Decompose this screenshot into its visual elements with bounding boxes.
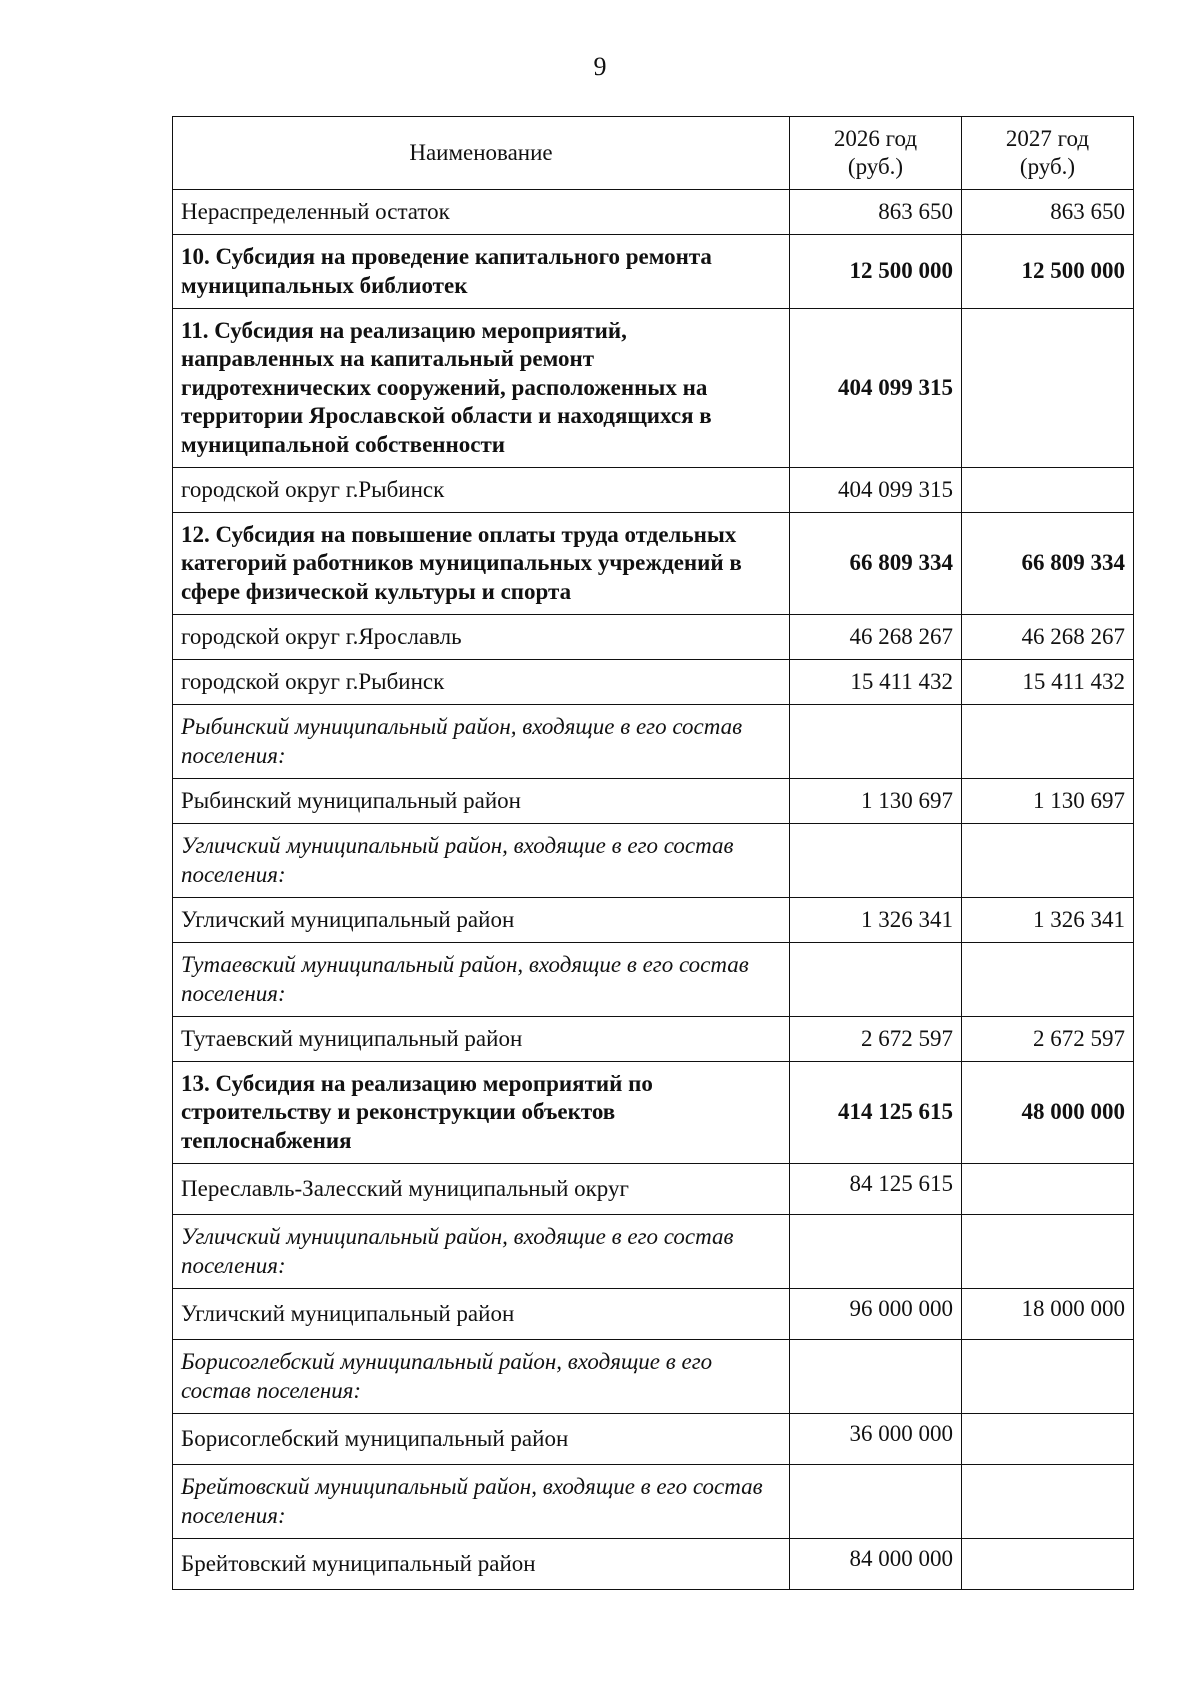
table-row [173, 660, 1134, 705]
row-value-2027 [962, 309, 1134, 468]
row-value-2027: 66 809 334 [962, 513, 1134, 615]
row-name: 13. Субсидия на реализацию мероприятий по строительству и реконструкции объектов теплоснабжения [173, 1062, 790, 1164]
table-row [173, 1017, 1134, 1062]
row-value-2027 [962, 824, 1134, 898]
table-row [173, 1539, 1134, 1590]
row-value-2027: 1 326 341 [962, 898, 1134, 943]
table-row-section [173, 513, 1134, 615]
row-value-2026: 12 500 000 [790, 235, 962, 309]
row-value-2027: 48 000 000 [962, 1062, 1134, 1164]
row-name: Переславль-Залесский муниципальный округ [173, 1164, 790, 1215]
table-row-subheader [173, 705, 1134, 779]
table-row [173, 898, 1134, 943]
row-value-2027: 863 650 [962, 190, 1134, 235]
row-name: Брейтовский муниципальный район [173, 1539, 790, 1590]
row-value-2026: 404 099 315 [790, 309, 962, 468]
row-value-2027 [962, 943, 1134, 1017]
row-value-2026: 404 099 315 [790, 468, 962, 513]
table-row [173, 468, 1134, 513]
row-value-2026 [790, 824, 962, 898]
row-name: Угличский муниципальный район, входящие в его состав поселения: [173, 1215, 790, 1289]
row-value-2026 [790, 705, 962, 779]
row-value-2026 [790, 1465, 962, 1539]
row-name: Борисоглебский муниципальный район, входящие в его состав поселения: [173, 1340, 790, 1414]
row-value-2027 [962, 1215, 1134, 1289]
table-row-subheader [173, 824, 1134, 898]
row-name: Тутаевский муниципальный район, входящие в его состав поселения: [173, 943, 790, 1017]
table-row [173, 615, 1134, 660]
row-value-2026: 1 326 341 [790, 898, 962, 943]
row-value-2027 [962, 468, 1134, 513]
row-value-2027 [962, 1340, 1134, 1414]
header-2026 [790, 117, 962, 190]
table-row [173, 190, 1134, 235]
row-value-2026: 36 000 000 [790, 1414, 962, 1465]
row-value-2026: 1 130 697 [790, 779, 962, 824]
row-name: городской округ г.Рыбинск [173, 660, 790, 705]
table-row-section [173, 235, 1134, 309]
table-header-row [173, 117, 1134, 190]
row-name: Нераспределенный остаток [173, 190, 790, 235]
row-name: Брейтовский муниципальный район, входящие в его состав поселения: [173, 1465, 790, 1539]
row-name: 10. Субсидия на проведение капитального ремонта муниципальных библиотек [173, 235, 790, 309]
row-value-2027: 15 411 432 [962, 660, 1134, 705]
row-name: Тутаевский муниципальный район [173, 1017, 790, 1062]
table-row-subheader [173, 1215, 1134, 1289]
table-row [173, 1289, 1134, 1340]
table-row-section [173, 309, 1134, 468]
header-2026-year: 2026 год [833, 125, 918, 151]
header-2026-unit: (руб.) [847, 154, 904, 179]
row-value-2026: 84 000 000 [790, 1539, 962, 1590]
page-number: 9 [593, 52, 607, 81]
row-value-2026: 66 809 334 [790, 513, 962, 615]
row-name: 11. Субсидия на реализацию мероприятий, направленных на капитальный ремонт гидротехнических сооружений, расположенных на территории Ярославской области и находящихся в муниципальной собственности [173, 309, 790, 468]
header-2027-unit: (руб.) [1019, 154, 1076, 179]
table-row-subheader [173, 943, 1134, 1017]
header-2027 [962, 117, 1134, 190]
row-name: Рыбинский муниципальный район [173, 779, 790, 824]
row-value-2026: 2 672 597 [790, 1017, 962, 1062]
row-value-2027: 1 130 697 [962, 779, 1134, 824]
row-value-2026: 96 000 000 [790, 1289, 962, 1340]
row-name: Угличский муниципальный район [173, 1289, 790, 1340]
table-row [173, 779, 1134, 824]
row-value-2026: 46 268 267 [790, 615, 962, 660]
row-value-2027 [962, 1414, 1134, 1465]
row-value-2026: 863 650 [790, 190, 962, 235]
row-name: Рыбинский муниципальный район, входящие в его состав поселения: [173, 705, 790, 779]
row-value-2026 [790, 943, 962, 1017]
row-value-2027 [962, 1164, 1134, 1215]
row-name: Угличский муниципальный район, входящие в его состав поселения: [173, 824, 790, 898]
row-value-2027 [962, 705, 1134, 779]
row-value-2026 [790, 1215, 962, 1289]
header-name: Наименование [173, 117, 790, 190]
row-name: городской округ г.Ярославль [173, 615, 790, 660]
row-name: 12. Субсидия на повышение оплаты труда отдельных категорий работников муниципальных учреждений в сфере физической культуры и спорта [173, 513, 790, 615]
row-value-2027 [962, 1465, 1134, 1539]
table-row [173, 1164, 1134, 1215]
row-name: городской округ г.Рыбинск [173, 468, 790, 513]
table-row-subheader [173, 1340, 1134, 1414]
row-value-2027: 46 268 267 [962, 615, 1134, 660]
row-value-2026 [790, 1340, 962, 1414]
row-value-2026: 84 125 615 [790, 1164, 962, 1215]
row-value-2026: 414 125 615 [790, 1062, 962, 1164]
row-value-2027 [962, 1539, 1134, 1590]
row-value-2027: 2 672 597 [962, 1017, 1134, 1062]
table-row-section [173, 1062, 1134, 1164]
row-value-2027: 12 500 000 [962, 235, 1134, 309]
row-value-2026: 15 411 432 [790, 660, 962, 705]
row-name: Борисоглебский муниципальный район [173, 1414, 790, 1465]
table-row [173, 1414, 1134, 1465]
header-2027-year: 2027 год [1005, 125, 1090, 151]
table-row-subheader [173, 1465, 1134, 1539]
row-value-2027: 18 000 000 [962, 1289, 1134, 1340]
row-name: Угличский муниципальный район [173, 898, 790, 943]
budget-table [172, 116, 1134, 1590]
